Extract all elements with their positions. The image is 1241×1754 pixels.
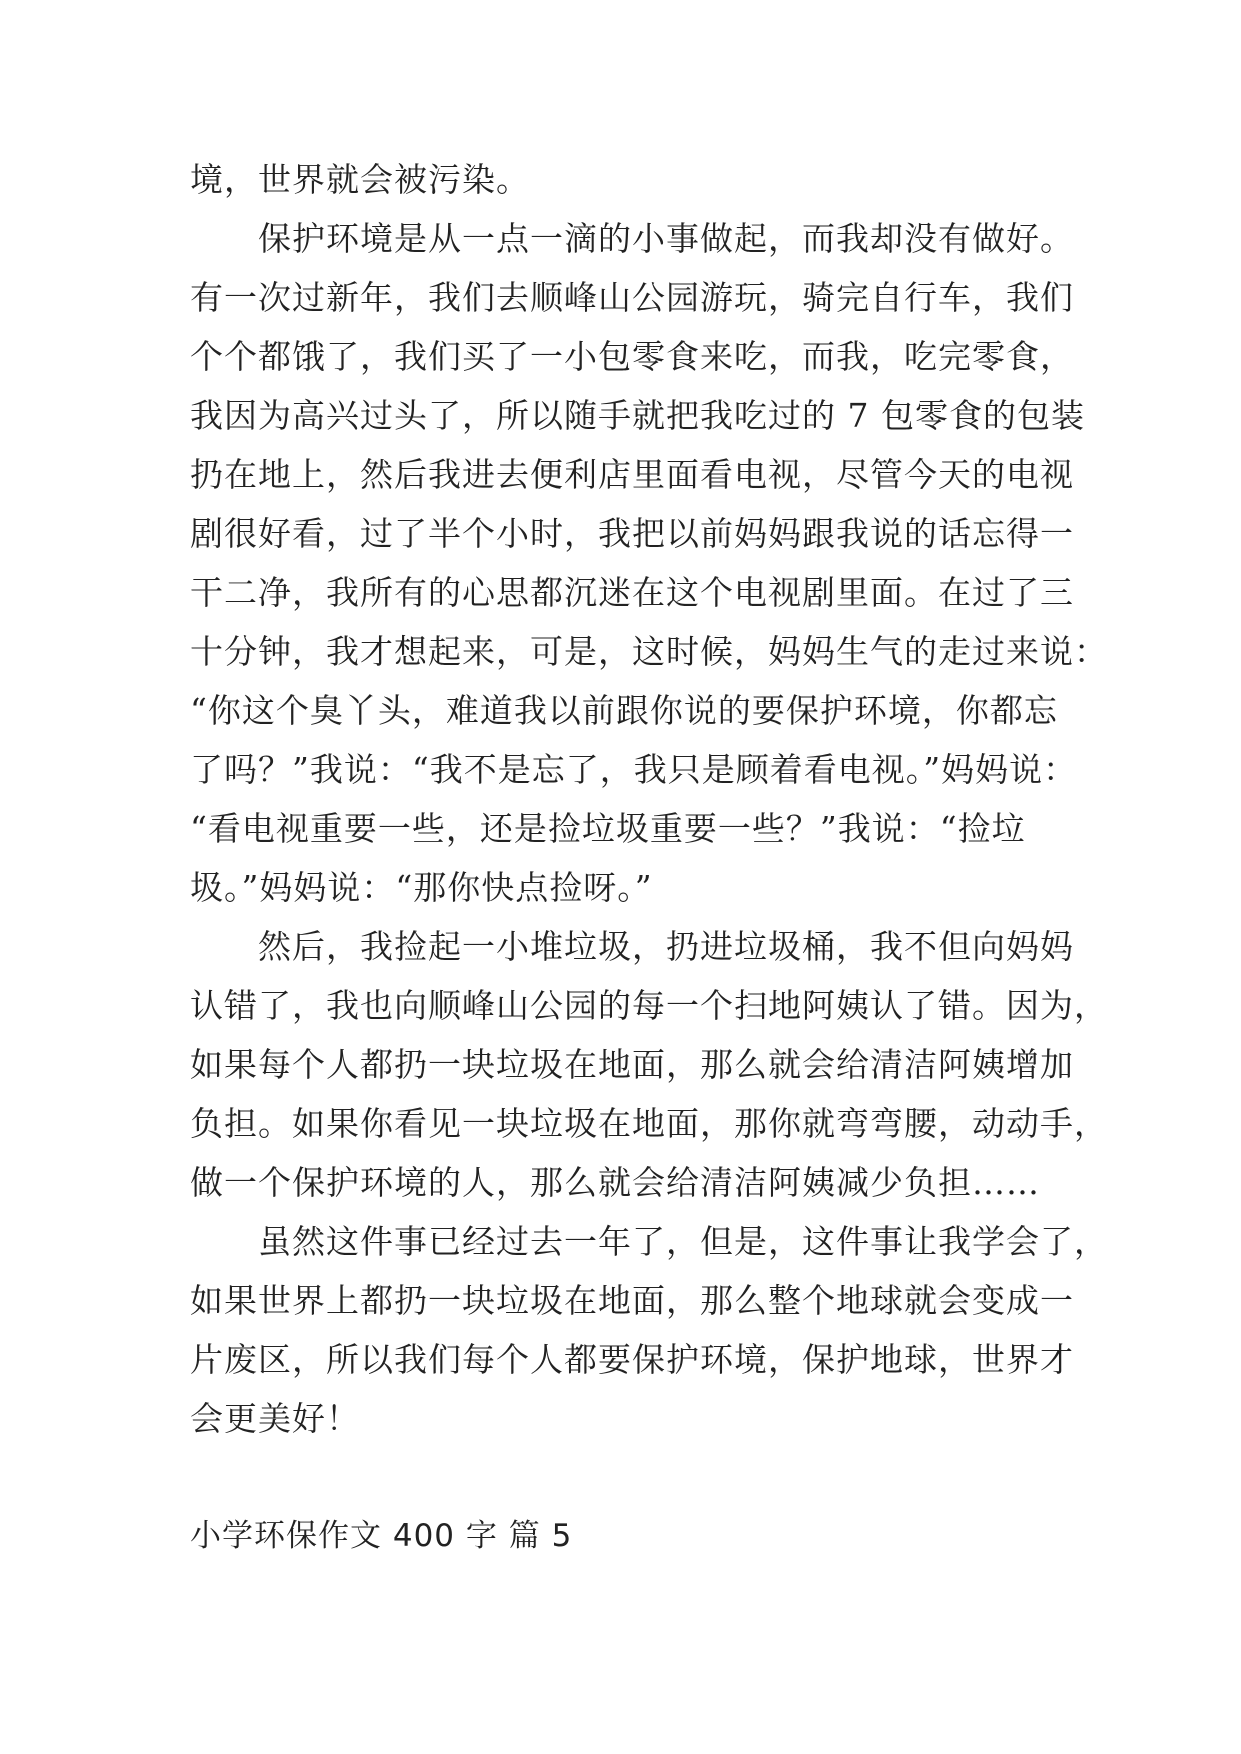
section-heading: 小学环保作文 400 字 篇 5 [190, 1518, 573, 1554]
text-line: 剧很好看，过了半个小时，我把以前妈妈跟我说的话忘得一 [190, 514, 1074, 553]
text-line: 十分钟，我才想起来，可是，这时候，妈妈生气的走过来说： [190, 632, 1108, 671]
text-line: 圾。”妈妈说：“那你快点捡呀。” [190, 868, 653, 907]
text-line: 然后，我捡起一小堆垃圾，扔进垃圾桶，我不但向妈妈 [190, 927, 1074, 966]
text-line: “看电视重要一些，还是捡垃圾重要一些？”我说：“捡垃 [190, 809, 1026, 848]
text-line: 认错了，我也向顺峰山公园的每一个扫地阿姨认了错。因为， [190, 986, 1108, 1025]
text-line: 会更美好！ [190, 1399, 360, 1438]
text-line: 干二净，我所有的心思都沉迷在这个电视剧里面。在过了三 [190, 573, 1074, 612]
paragraph-gap [190, 1448, 1070, 1507]
text-line: 虽然这件事已经过去一年了，但是，这件事让我学会了， [190, 1222, 1108, 1261]
text-line: 如果世界上都扔一块垃圾在地面，那么整个地球就会变成一 [190, 1281, 1074, 1320]
text-line: 个个都饿了，我们买了一小包零食来吃，而我，吃完零食， [190, 337, 1074, 376]
text-line: 了吗？”我说：“我不是忘了，我只是顾着看电视。”妈妈说： [190, 750, 1078, 789]
text-line: 如果每个人都扔一块垃圾在地面，那么就会给清洁阿姨增加 [190, 1045, 1074, 1084]
text-line: “你这个臭丫头，难道我以前跟你说的要保护环境，你都忘 [190, 691, 1058, 730]
text-line: 境，世界就会被污染。 [190, 160, 530, 199]
text-line: 负担。如果你看见一块垃圾在地面，那你就弯弯腰，动动手， [190, 1104, 1108, 1143]
text-line: 保护环境是从一点一滴的小事做起，而我却没有做好。 [190, 219, 1074, 258]
text-line: 有一次过新年，我们去顺峰山公园游玩，骑完自行车，我们 [190, 278, 1074, 317]
text-line: 我因为高兴过头了，所以随手就把我吃过的 7 包零食的包装 [190, 396, 1085, 435]
text-line: 做一个保护环境的人，那么就会给清洁阿姨减少负担…… [190, 1163, 1040, 1202]
text-line: 扔在地上，然后我进去便利店里面看电视，尽管今天的电视 [190, 455, 1074, 494]
text-line: 片废区，所以我们每个人都要保护环境，保护地球，世界才 [190, 1340, 1074, 1379]
essay-body [190, 150, 1108, 1566]
